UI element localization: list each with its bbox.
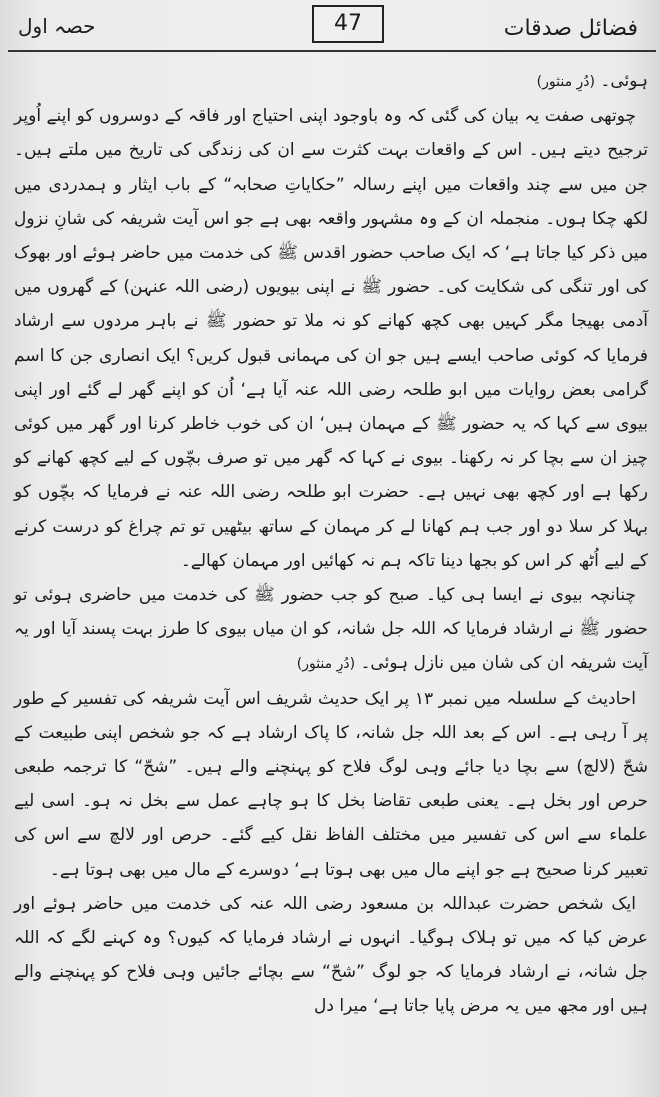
paragraph-4 xyxy=(14,682,648,887)
paragraph-5 xyxy=(14,887,648,1024)
paragraph-text: چنانچہ بیوی نے ایسا ہی کیا۔ صبح کو جب حضور ﷺ کی خدمت میں حاضری ہوئی تو حضور ﷺ نے ارشاد فرمایا کہ اللہ جل شانہ، کو ان میاں بیوی کا طرز بہت پسند آیا اور یہ آیت شریفہ ان کی شان میں نازل ہوئی۔ xyxy=(14,585,648,674)
paragraph-text: چوتھی صفت یہ بیان کی گئی کہ وہ باوجود اپنی احتیاج اور فاقہ کے دوسروں کو اپنے اُوپر ترجیح دیتے ہیں۔ اس کے واقعات بہت کثرت سے ان کی زندگی کی تاریخ میں ملتے ہیں۔ جن میں سے چند واقعات میں اپنے رسالہ ”حکایاتِ صحابہ“ کے باب ایثار و ہمدردی میں لکھ چکا ہوں۔ منجملہ ان کے وہ مشہور واقعہ بھی ہے جو اس آیت شریفہ کی شانِ نزول میں ذکر کیا جاتا ہے‘ کہ ایک صاحب حضور اقدس ﷺ کی خدمت میں حاضر ہوئے اور بھوک کی اور تنگی کی شکایت کی۔ حضور ﷺ نے اپنی بیویوں (رضی اللہ عنہن) کے گھروں میں آدمی بھیجا مگر کہیں بھی کچھ کھانے کو نہ ملا تو حضور ﷺ نے باہر مردوں سے ارشاد فرمایا کہ کوئی صاحب ایسے ہیں جو ان کی مہمانی قبول کریں؟ ایک انصاری جن کا اسم گرامی بعض روایات میں ابو طلحہ رضی اللہ عنہ آیا ہے‘ اُن کو اپنے گھر لے گئے اور اپنی بیوی سے کہا کہ یہ حضور ﷺ کے مہمان ہیں‘ ان کی خوب خاطر کرنا اور گھر میں کوئی چیز ان سے بچا کر نہ رکھنا۔ بیوی نے کہا کہ گھر میں تو صرف بچّوں کے لیے کچھ کھانے کو رکھا ہے اور کچھ بھی نہیں ہے۔ حضرت ابو طلحہ رضی اللہ عنہ نے فرمایا کہ بچّوں کو بہلا کر سلا دو اور جب ہم کھانا لے کر مہمان کے ساتھ بیٹھیں تو تم چراغ کو درست کرنے کے لیے اُٹھ کر اس کو بجھا دینا تاکہ ہم نہ کھائیں اور مہمان کھالے۔ xyxy=(14,106,648,571)
paragraph-2 xyxy=(14,99,648,578)
source-reference: (دُرِ منثور) xyxy=(296,656,356,673)
paragraph-text: ہوئی۔ xyxy=(600,71,648,91)
paragraph-text: احادیث کے سلسلہ میں نمبر ۱۳ پر ایک حدیث شریف اس آیت شریفہ کی تفسیر کے طور پر آ رہی ہے۔ اس کے بعد اللہ جل شانہ، کا پاک ارشاد ہے کہ جو شخص اپنی طبیعت کے شحّ (لالچ) سے بچا دیا جائے وہی لوگ فلاح کو پہنچنے والے ہیں۔ ”شحّ“ کا ترجمہ طبعی حرص اور بخل ہے۔ یعنی طبعی تقاضا بخل کا ہو چاہے عمل سے بخل نہ ہو۔ اسی لیے علماء سے اس کی تفسیر میں مختلف الفاظ نقل کیے گئے۔ حرص اور لالچ سے اس کی تعبیر کرنا صحیح ہے جو اپنے مال میں بھی ہوتا ہے‘ دوسرے کے مال میں بھی ہوتا ہے۔ xyxy=(14,688,648,880)
page-number: 47 xyxy=(312,5,384,43)
book-title: فضائل صدقات xyxy=(503,16,638,41)
paragraph-3 xyxy=(14,578,648,682)
header-divider xyxy=(8,50,656,52)
paragraph-1 xyxy=(14,64,648,99)
section-label: حصہ اول xyxy=(18,14,96,38)
page-body xyxy=(14,64,648,1024)
paragraph-text: ایک شخص حضرت عبداللہ بن مسعود رضی اللہ عنہ کی خدمت میں حاضر ہوئے اور عرض کیا کہ میں تو ہلاک ہوگیا۔ انہوں نے ارشاد فرمایا کہ کیوں؟ وہ کہنے لگے کہ اللہ جل شانہ، نے ارشاد فرمایا کہ جو لوگ ”شحّ“ سے بچائے جائیں وہی فلاح کو پہنچنے والے ہیں اور مجھ میں یہ مرض پایا جاتا ہے‘ میرا دل xyxy=(14,893,648,1017)
source-reference: (دُرِ منثور) xyxy=(536,74,595,90)
page-header xyxy=(0,0,660,60)
